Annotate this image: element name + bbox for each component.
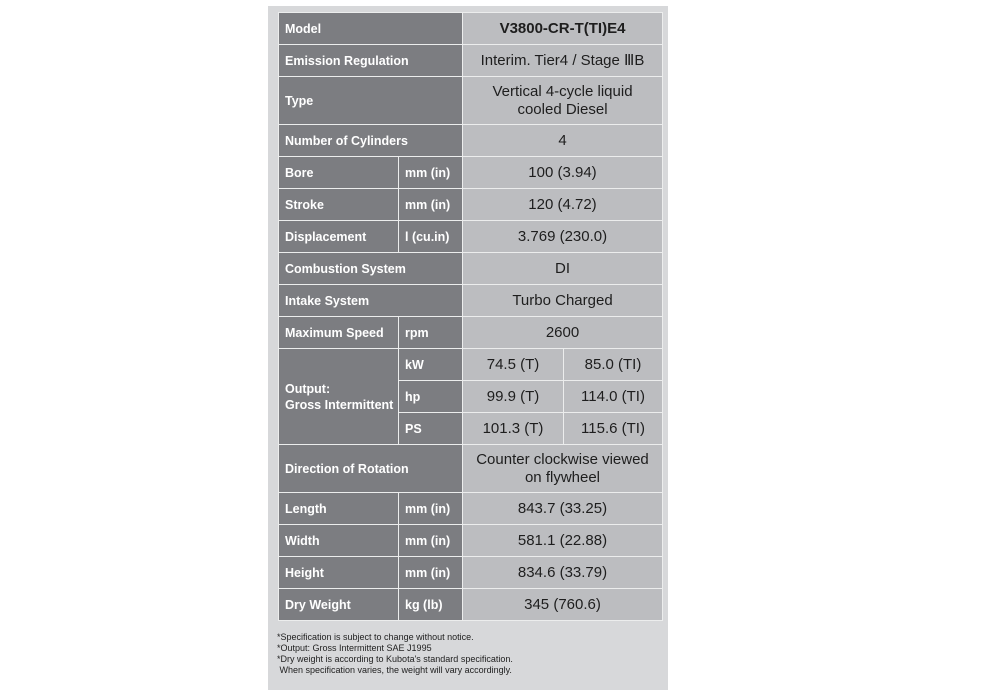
bore-label: Bore — [279, 157, 399, 189]
model-value: V3800-CR-T(TI)E4 — [463, 13, 663, 45]
max-speed-unit: rpm — [399, 317, 463, 349]
bore-unit: mm (in) — [399, 157, 463, 189]
spec-panel — [268, 6, 668, 690]
row-combustion — [279, 253, 663, 285]
length-value: 843.7 (33.25) — [463, 493, 663, 525]
row-model — [279, 13, 663, 45]
footnote-4: When specification varies, the weight will vary accordingly. — [277, 665, 512, 675]
output-unit-ps: PS — [399, 413, 463, 445]
stroke-label: Stroke — [279, 189, 399, 221]
output-ps-t: 101.3 (T) — [463, 413, 564, 445]
row-intake — [279, 285, 663, 317]
rotation-value-line1: Counter clockwise viewed — [476, 450, 649, 468]
output-unit-hp: hp — [399, 381, 463, 413]
row-stroke — [279, 189, 663, 221]
width-unit: mm (in) — [399, 525, 463, 557]
combustion-value: DI — [463, 253, 663, 285]
emission-value: Interim. Tier4 / Stage ⅢB — [463, 45, 663, 77]
row-width — [279, 525, 663, 557]
output-label — [279, 349, 399, 445]
width-value: 581.1 (22.88) — [463, 525, 663, 557]
output-unit-kw: kW — [399, 349, 463, 381]
dry-weight-unit: kg (lb) — [399, 589, 463, 621]
spec-table — [278, 12, 663, 621]
length-unit: mm (in) — [399, 493, 463, 525]
row-rotation — [279, 445, 663, 493]
footnote-3: *Dry weight is according to Kubota's standard specification. — [277, 654, 513, 664]
combustion-label: Combustion System — [279, 253, 463, 285]
row-displacement — [279, 221, 663, 253]
cylinders-label: Number of Cylinders — [279, 125, 463, 157]
max-speed-label: Maximum Speed — [279, 317, 399, 349]
output-label-line2: Gross Intermittent — [285, 397, 394, 412]
displacement-label: Displacement — [279, 221, 399, 253]
footnotes — [277, 632, 657, 676]
rotation-value-line2: on flywheel — [524, 468, 601, 486]
rotation-value — [463, 445, 663, 493]
type-value-line2: cooled Diesel — [517, 100, 608, 118]
row-output-kw — [279, 349, 663, 381]
cylinders-value: 4 — [463, 125, 663, 157]
type-value — [463, 77, 663, 125]
type-label: Type — [279, 77, 463, 125]
row-dry-weight — [279, 589, 663, 621]
intake-value: Turbo Charged — [463, 285, 663, 317]
model-label: Model — [279, 13, 463, 45]
row-max-speed — [279, 317, 663, 349]
displacement-unit: l (cu.in) — [399, 221, 463, 253]
output-kw-t: 74.5 (T) — [463, 349, 564, 381]
stroke-unit: mm (in) — [399, 189, 463, 221]
output-label-line1: Output: — [285, 381, 331, 396]
length-label: Length — [279, 493, 399, 525]
bore-value: 100 (3.94) — [463, 157, 663, 189]
emission-label: Emission Regulation — [279, 45, 463, 77]
row-cylinders — [279, 125, 663, 157]
stroke-value: 120 (4.72) — [463, 189, 663, 221]
rotation-label: Direction of Rotation — [279, 445, 463, 493]
dry-weight-value: 345 (760.6) — [463, 589, 663, 621]
intake-label: Intake System — [279, 285, 463, 317]
footnote-2: *Output: Gross Intermittent SAE J1995 — [277, 643, 432, 653]
max-speed-value: 2600 — [463, 317, 663, 349]
row-type — [279, 77, 663, 125]
width-label: Width — [279, 525, 399, 557]
output-ps-ti: 115.6 (TI) — [564, 413, 663, 445]
height-value: 834.6 (33.79) — [463, 557, 663, 589]
row-length — [279, 493, 663, 525]
row-emission — [279, 45, 663, 77]
row-height — [279, 557, 663, 589]
row-bore — [279, 157, 663, 189]
output-hp-t: 99.9 (T) — [463, 381, 564, 413]
dry-weight-label: Dry Weight — [279, 589, 399, 621]
type-value-line1: Vertical 4-cycle liquid — [492, 82, 633, 100]
displacement-value: 3.769 (230.0) — [463, 221, 663, 253]
height-label: Height — [279, 557, 399, 589]
output-kw-ti: 85.0 (TI) — [564, 349, 663, 381]
output-hp-ti: 114.0 (TI) — [564, 381, 663, 413]
height-unit: mm (in) — [399, 557, 463, 589]
footnote-1: *Specification is subject to change without notice. — [277, 632, 474, 642]
